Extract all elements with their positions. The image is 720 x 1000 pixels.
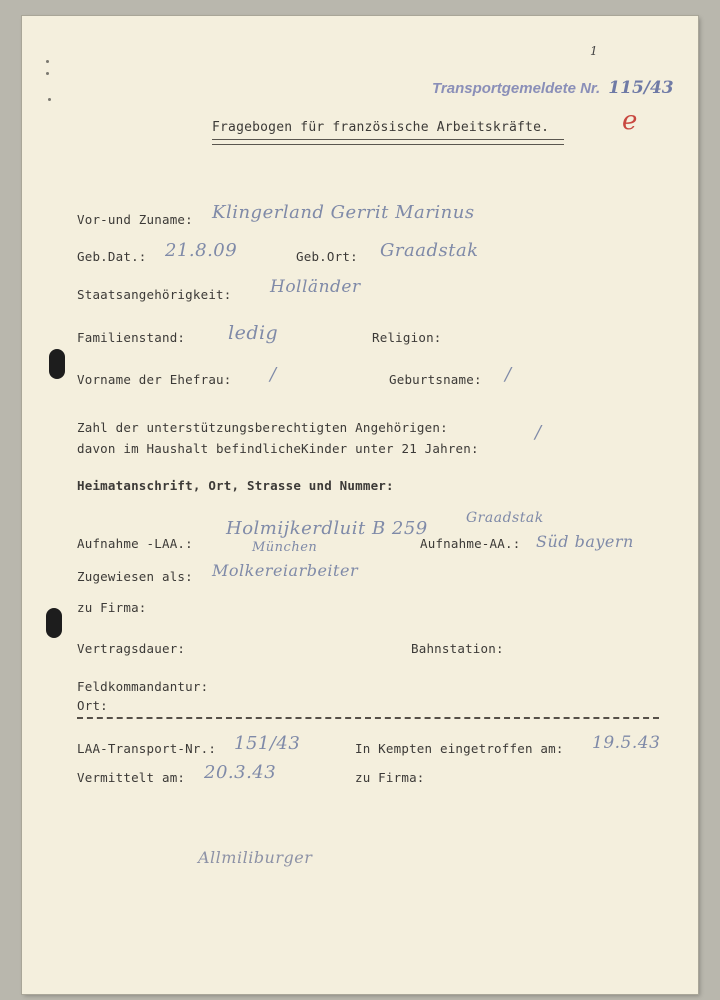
place-label: Ort: (77, 698, 108, 713)
religion-label: Religion: (372, 330, 442, 345)
stamp-number: 115/43 (608, 78, 674, 98)
station-label: Bahnstation: (411, 641, 504, 656)
intake-laa-city: München (252, 540, 318, 555)
laa-transport-value: 151/43 (234, 733, 301, 754)
punch-hole-top (49, 349, 65, 379)
marital-status-value: ledig (228, 322, 279, 344)
top-mark: 1 (590, 44, 599, 58)
intake-aa-value: Süd bayern (536, 532, 634, 551)
document-sheet (22, 16, 698, 994)
company-label: zu Firma: (77, 600, 147, 615)
name-value: Klingerland Gerrit Marinus (212, 202, 475, 223)
name-label: Vor-und Zuname: (77, 212, 193, 227)
to-company-label: zu Firma: (355, 770, 425, 785)
transport-stamp (432, 78, 674, 98)
home-address-label: Heimatanschrift, Ort, Strasse und Nummer: (77, 478, 394, 493)
contract-duration-label: Vertragsdauer: (77, 641, 186, 656)
laa-transport-label: LAA-Transport-Nr.: (77, 741, 217, 756)
assigned-as-label: Zugewiesen als: (77, 569, 193, 584)
nationality-value: Holländer (270, 277, 361, 297)
title-underline (212, 139, 564, 145)
children-value: / (535, 422, 542, 443)
punch-hole-bottom (46, 608, 62, 638)
birth-date-value: 21.8.09 (165, 240, 238, 261)
page-title: Fragebogen für französische Arbeitskräfte. (212, 120, 550, 135)
wife-first-name-value: / (270, 364, 277, 385)
wife-first-name-label: Vorname der Ehefrau: (77, 372, 232, 387)
margin-mark (46, 72, 49, 75)
marital-status-label: Familienstand: (77, 330, 186, 345)
birth-place-label: Geb.Ort: (296, 249, 358, 264)
mediated-on-value: 20.3.43 (204, 762, 277, 783)
intake-aa-label: Aufnahme-AA.: (420, 536, 521, 551)
nationality-label: Staatsangehörigkeit: (77, 287, 232, 302)
bottom-handwritten-note: Allmiliburger (198, 848, 313, 867)
margin-mark (48, 98, 51, 101)
field-command-label: Feldkommandantur: (77, 679, 209, 694)
children-label: davon im Haushalt befindlicheKinder unter 21 Jahren: (77, 441, 479, 456)
birth-name-value: / (505, 364, 512, 385)
arrived-kempten-label: In Kempten eingetroffen am: (355, 741, 564, 756)
intake-laa-value: Holmijkerdluit B 259 (226, 518, 428, 539)
birth-name-label: Geburtsname: (389, 372, 482, 387)
birth-date-label: Geb.Dat.: (77, 249, 147, 264)
section-separator (77, 717, 659, 719)
intake-laa-label: Aufnahme -LAA.: (77, 536, 193, 551)
assigned-as-value: Molkereiarbeiter (212, 561, 359, 580)
arrived-kempten-value: 19.5.43 (592, 733, 661, 753)
red-mark: e (622, 106, 638, 136)
intake-aa-value-above: Graadstak (466, 510, 544, 526)
mediated-on-label: Vermittelt am: (77, 770, 186, 785)
birth-place-value: Graadstak (380, 240, 479, 261)
margin-mark (46, 60, 49, 63)
dependents-label: Zahl der unterstützungsberechtigten Angehörigen: (77, 420, 448, 435)
stamp-label: Transportgemeldete Nr. (432, 80, 601, 97)
